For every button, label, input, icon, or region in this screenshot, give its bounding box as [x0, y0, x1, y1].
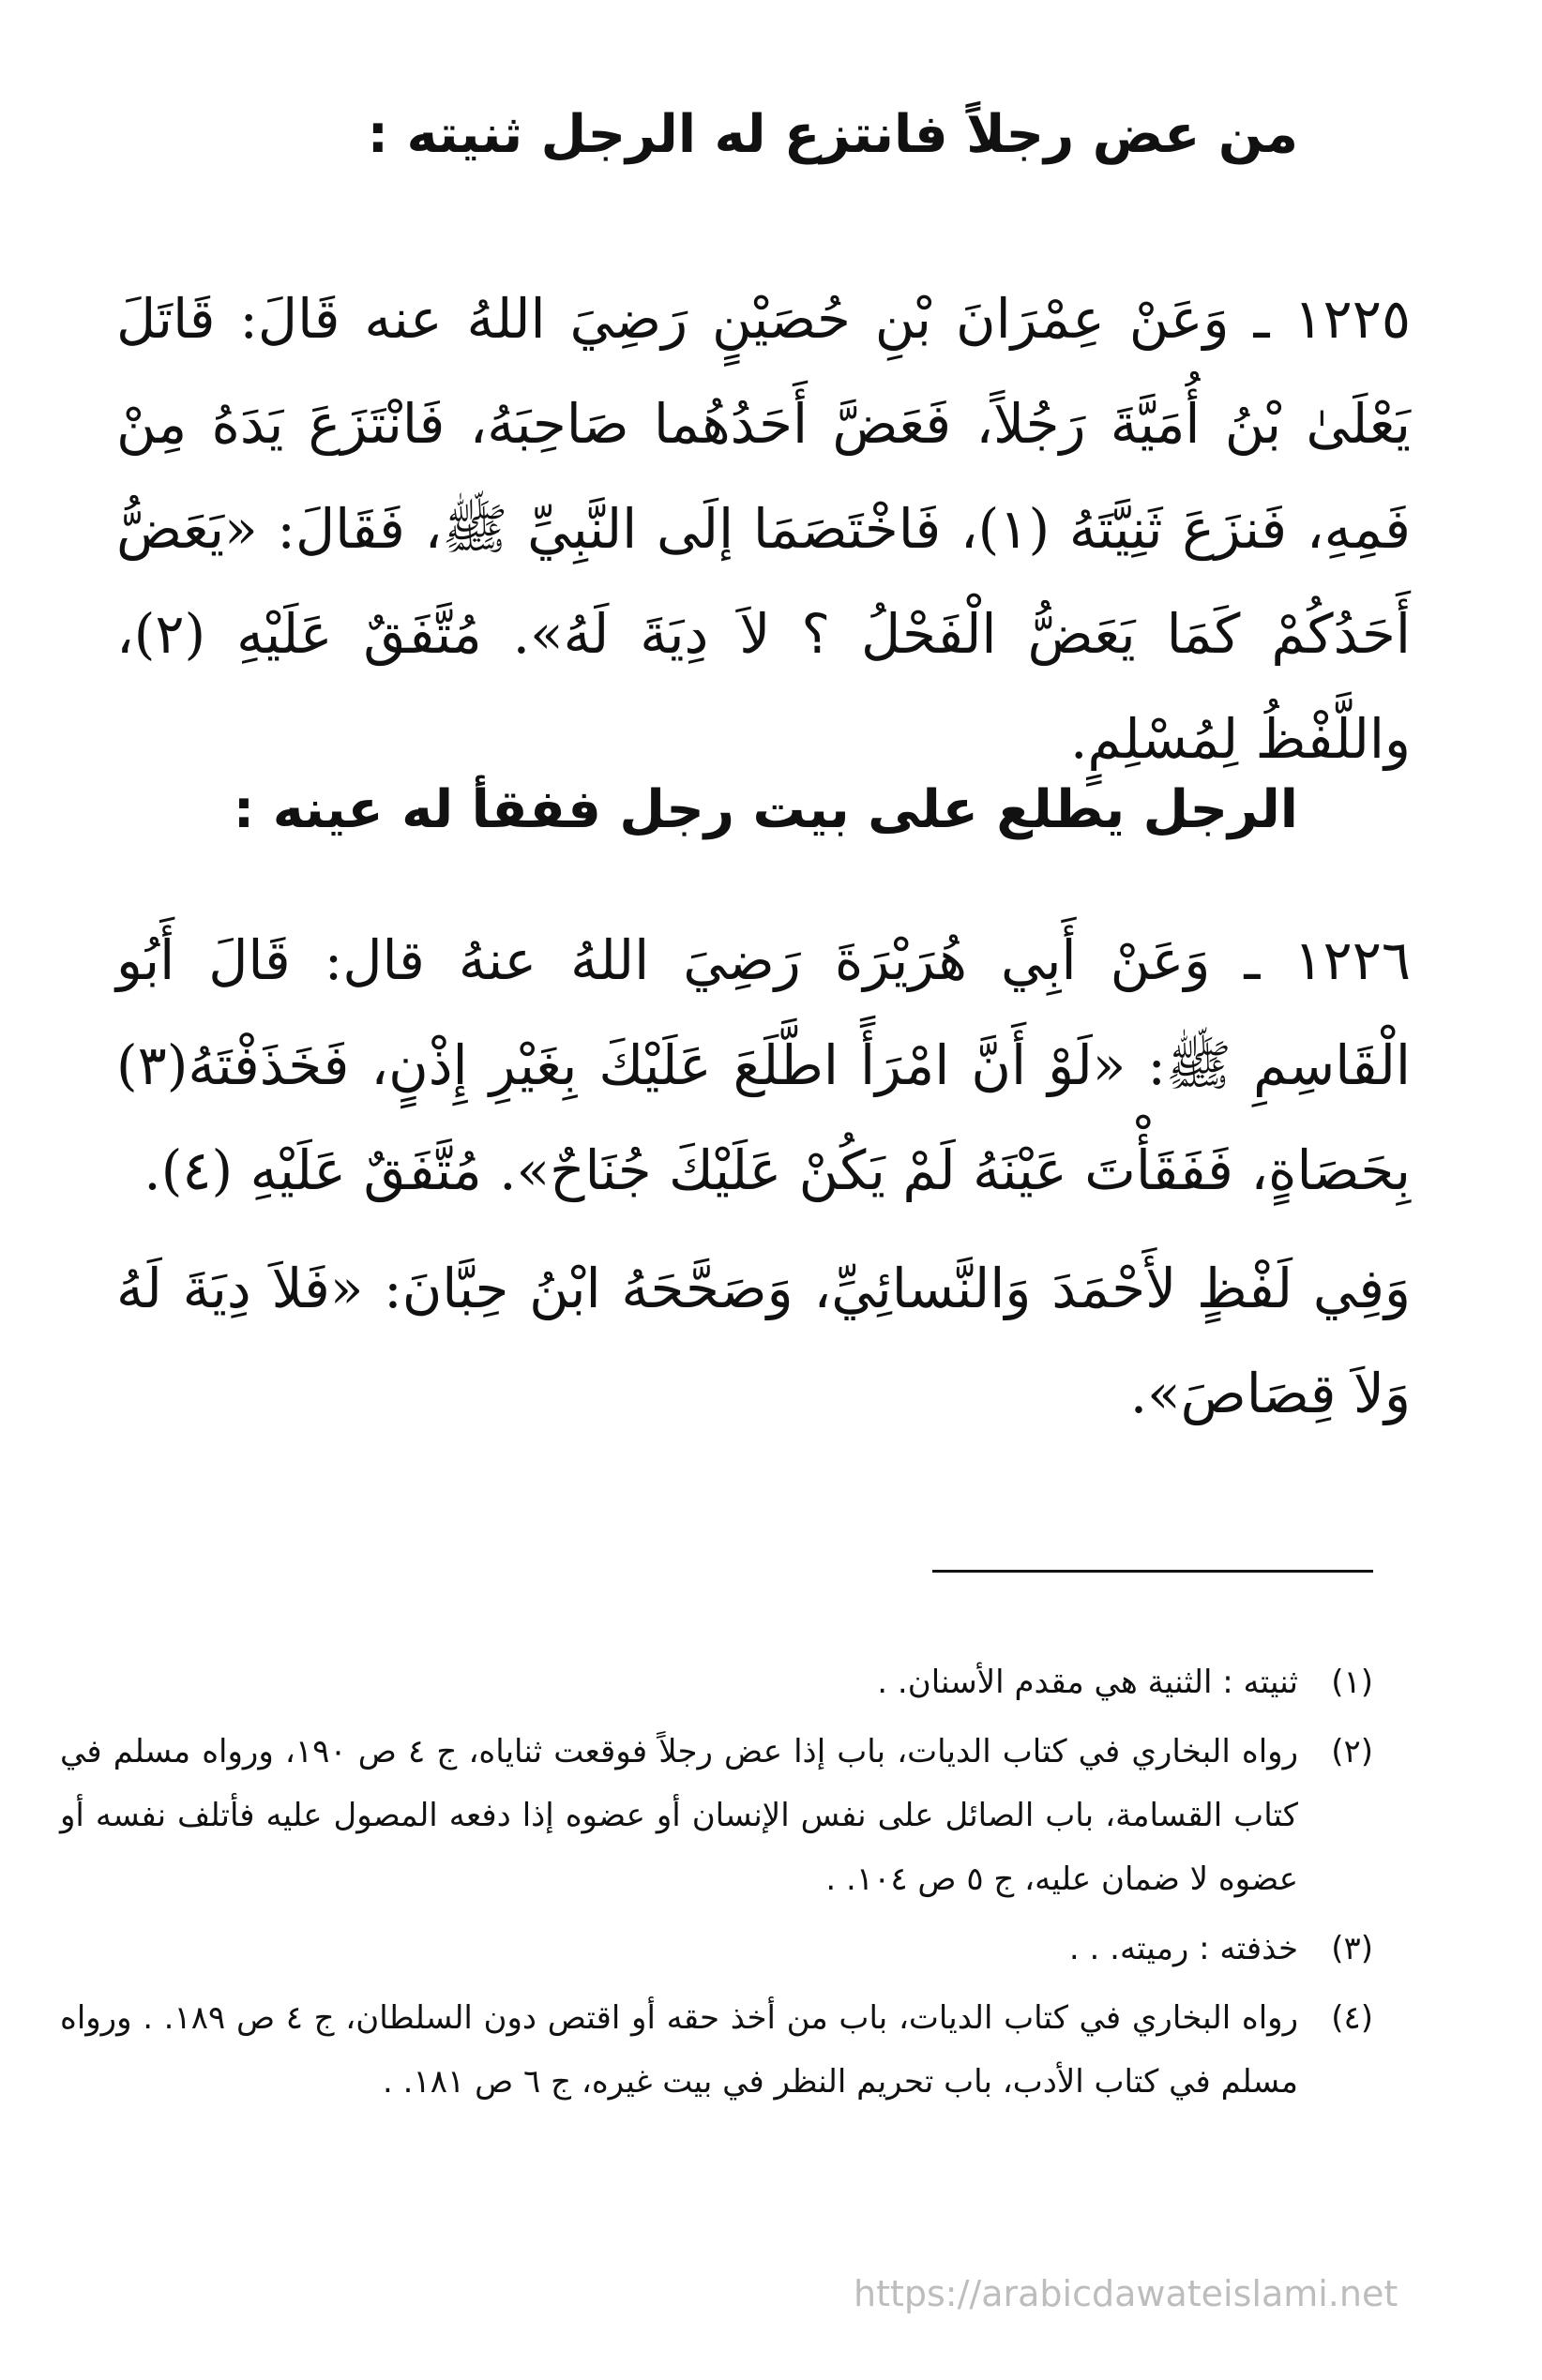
hadith-1225: ١٢٢٥ ـ وَعَنْ عِمْرَانَ بْنِ حُصَيْنٍ رَضِيَ اللهُ عنه قَالَ: قَاتَلَ يَعْلَىٰ بْنُ أُمَيَّةَ رَجُلاً، فَعَضَّ أَحَدُهُما صَاحِبَهُ، فَانْتَزَعَ يَدَهُ مِنْ فَمِهِ، فَنزَعَ ثَنِيَّتَهُ (١)، فَاخْتَصَمَا إلَى النَّبِيِّ ﷺ، فَقَالَ: «يَعَضُّ أَحَدُكُمْ كَمَا يَعَضُّ الْفَحْلُ ؟ لاَ دِيَةَ لَهُ». مُتَّفَقٌ عَلَيْهِ (٢)، واللَّفْظُ لِمُسْلِمٍ.: [116, 287, 1411, 771]
footnote-number: (٣): [1331, 1930, 1373, 1967]
footnote-text: رواه البخاري في كتاب الديات، باب من أخذ حقه أو اقتص دون السلطان، ج ٤ ص ١٨٩. . ورواه مسلم في كتاب الأدب، باب تحريم النظر في بيت غيره، ج ٦ ص ١٨١. .: [60, 1999, 1298, 2101]
footnote-text: خذفته : رميته. . .: [1068, 1930, 1298, 1967]
footnote-number: (٢): [1331, 1733, 1373, 1770]
hadith-1226: ١٢٢٦ ـ وَعَنْ أَبِي هُرَيْرَةَ رَضِيَ اللهُ عنهُ قال: قَالَ أَبُو الْقَاسِمِ ﷺ: «لَوْ أَنَّ امْرَأً اطَّلَعَ عَلَيْكَ بِغَيْرِ إِذْنٍ، فَخَذَفْتَهُ(٣) بِحَصَاةٍ، فَفَقَأْتَ عَيْنَهُ لَمْ يَكُنْ عَلَيْكَ جُنَاحٌ». مُتَّفَقٌ عَلَيْهِ (٤).: [116, 928, 1411, 1202]
footnote-item: [60, 1720, 1373, 1911]
section-heading-bite: من عض رجلاً فانتزع له الرجل ثنيته :: [367, 104, 1298, 165]
footnote-text: رواه البخاري في كتاب الديات، باب إذا عض رجلاً فوقعت ثناياه، ج ٤ ص ١٩٠، ورواه مسلم في كتاب القسامة، باب الصائل على نفس الإنسان أو عضوه إذا دفعه المصول عليه فأتلف نفسه أو عضوه لا ضمان عليه، ج ٥ ص ١٠٤. .: [60, 1733, 1299, 1898]
hadith-1226-variant: وَفِي لَفْظٍ لأَحْمَدَ وَالنَّسائِيِّ، وَصَحَّحَهُ ابْنُ حِبَّانَ: «فَلاَ دِيَةَ لَهُ وَلاَ قِصَاصَ».: [116, 1257, 1411, 1425]
footnote-item: [60, 1650, 1373, 1714]
footnote-number: (٤): [1331, 1999, 1373, 2037]
footnote-text: ثنيته : الثنية هي مقدم الأسنان. .: [877, 1664, 1298, 1701]
section-heading-peeping: الرجل يطلع على بيت رجل ففقأ له عينه :: [233, 779, 1298, 840]
footnote-item: [60, 1986, 1373, 2114]
footnote-divider: [932, 1570, 1373, 1573]
footnotes: [60, 1650, 1373, 2119]
footnote-number: (١): [1331, 1664, 1373, 1701]
footnote-item: [60, 1917, 1373, 1981]
watermark-url: https://arabicdawateislami.net: [854, 2273, 1398, 2314]
